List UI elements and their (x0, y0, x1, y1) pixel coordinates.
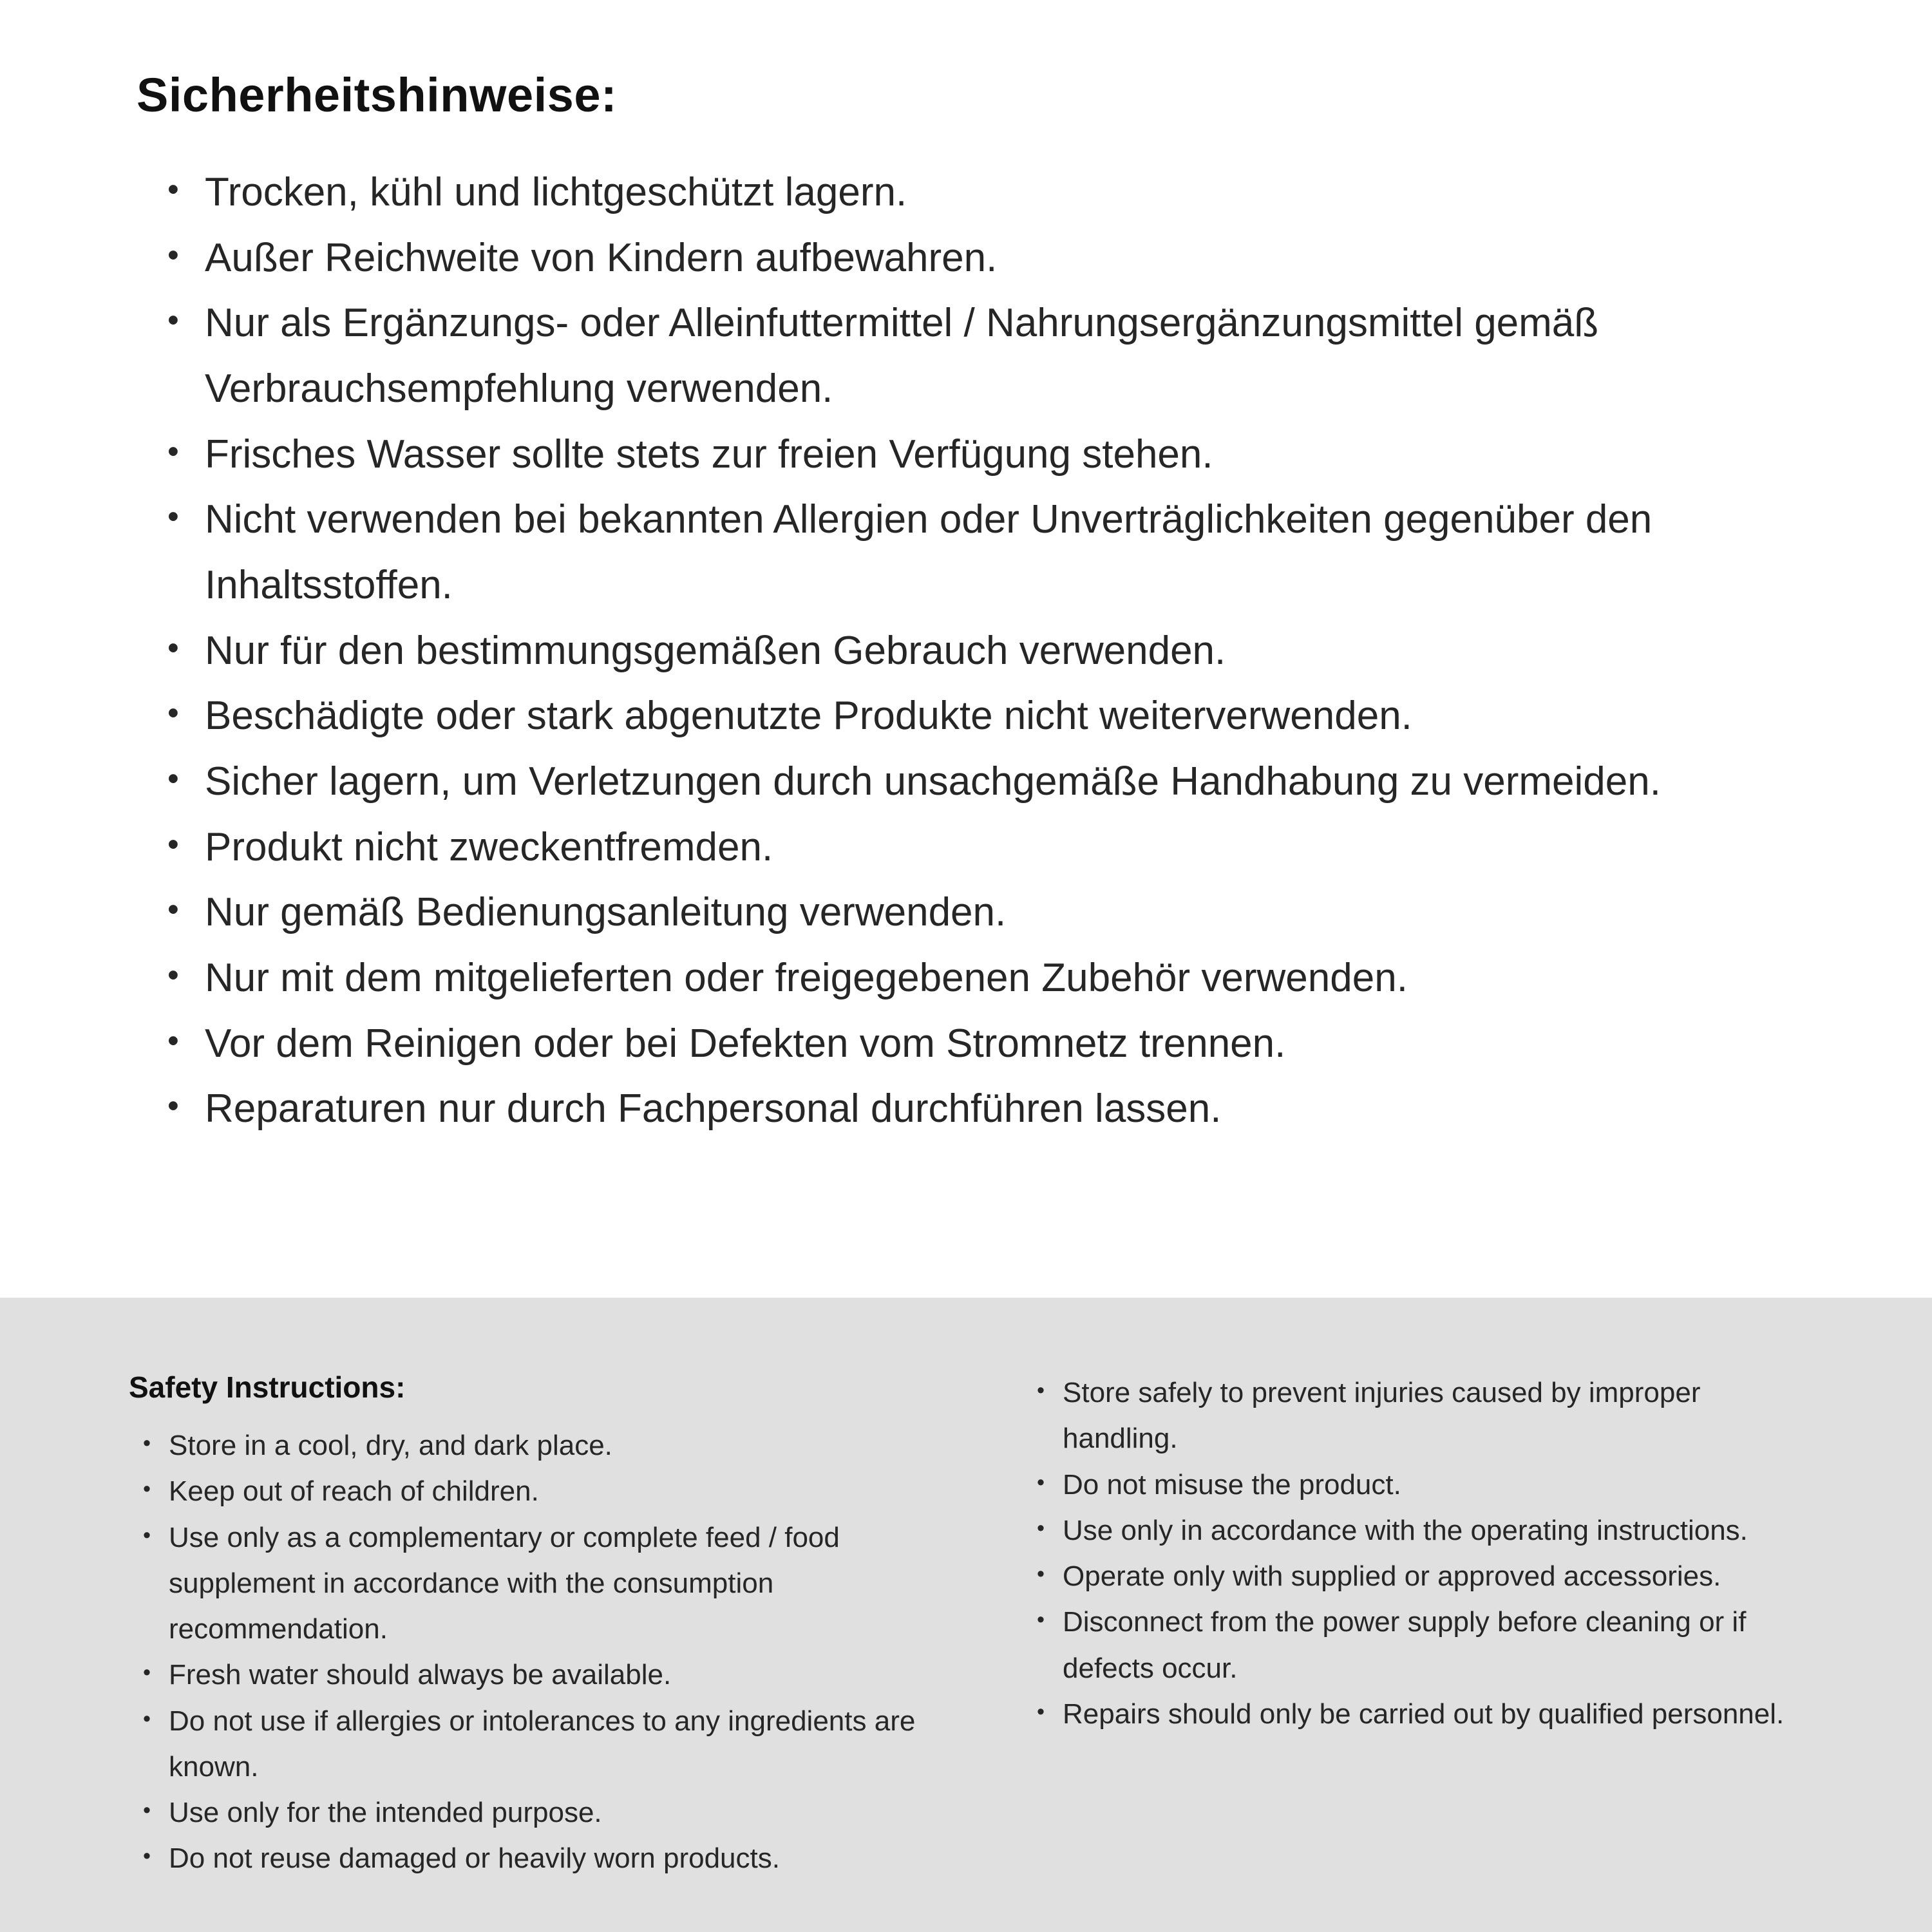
bullet-marker: • (167, 1021, 179, 1059)
german-bullet-item (167, 945, 1803, 1011)
bullet-marker: • (167, 891, 179, 928)
bullet-marker: • (167, 301, 179, 339)
bullet-marker: • (143, 1798, 151, 1823)
german-section-title: Sicherheitshinweise: (137, 68, 618, 122)
english-bullet-text: Use only as a complementary or complete feed / food supplement in accordance with the consumption recommendation. (169, 1521, 840, 1645)
bullet-marker: • (143, 1477, 151, 1502)
english-bullet-item (143, 1423, 979, 1468)
german-bullet-text: Sicher lagern, um Verletzungen durch unsachgemäße Handhabung zu vermeiden. (205, 759, 1661, 804)
english-bullet-item (1037, 1553, 1813, 1599)
english-bullet-item (143, 1515, 979, 1653)
bullet-marker: • (167, 694, 179, 732)
english-bullet-text: Do not use if allergies or intolerances to any ingredients are known. (169, 1705, 916, 1783)
bullet-marker: • (167, 629, 179, 666)
english-bullet-text: Store safely to prevent injuries caused by improper handling. (1063, 1377, 1701, 1455)
english-bullet-text: Store in a cool, dry, and dark place. (169, 1430, 612, 1461)
german-bullet-item (167, 422, 1803, 488)
english-bullet-item (1037, 1691, 1813, 1737)
bullet-marker: • (143, 1431, 151, 1455)
bullet-marker: • (1037, 1607, 1045, 1633)
english-bullet-item (1037, 1370, 1813, 1462)
english-bullet-item (1037, 1508, 1813, 1553)
german-bullet-text: Nur gemäß Bedienungsanleitung verwenden. (205, 890, 1007, 935)
bullet-marker: • (167, 760, 179, 797)
german-bullet-item (167, 683, 1803, 749)
german-bullet-item (167, 1076, 1803, 1142)
english-bullet-item (143, 1698, 979, 1790)
german-bullet-item (167, 487, 1803, 618)
english-bullet-item (143, 1468, 979, 1514)
bullet-marker: • (143, 1660, 151, 1685)
bullet-marker: • (143, 1706, 151, 1731)
german-bullet-text: Trocken, kühl und lichtgeschützt lagern. (205, 170, 907, 214)
english-bullet-text: Fresh water should always be available. (169, 1659, 672, 1691)
bullet-marker: • (1037, 1699, 1045, 1724)
german-bullet-text: Vor dem Reinigen oder bei Defekten vom Stromnetz trennen. (205, 1021, 1286, 1066)
english-bullet-text: Use only for the intended purpose. (169, 1797, 602, 1829)
german-bullet-text: Nur mit dem mitgelieferten oder freigegebenen Zubehör verwenden. (205, 956, 1408, 1001)
german-bullet-text: Produkt nicht zweckentfremden. (205, 824, 773, 869)
german-bullet-item (167, 749, 1803, 815)
german-bullet-text: Beschädigte oder stark abgenutzte Produkte nicht weiterverwenden. (205, 694, 1412, 739)
english-left-column (129, 1370, 979, 1932)
english-left-bullet-list (143, 1423, 979, 1882)
german-bullet-text: Reparaturen nur durch Fachpersonal durchführen lassen. (205, 1086, 1222, 1132)
german-bullet-item (167, 290, 1803, 421)
bullet-marker: • (167, 825, 179, 862)
bullet-marker: • (167, 956, 179, 994)
english-bullet-text: Use only in accordance with the operating instructions. (1063, 1514, 1748, 1546)
english-bullet-item (143, 1652, 979, 1698)
english-right-bullet-list (1037, 1370, 1813, 1737)
bullet-marker: • (167, 1087, 179, 1124)
english-bullet-item (143, 1835, 979, 1881)
bullet-marker: • (167, 498, 179, 535)
english-right-column (1037, 1370, 1813, 1932)
english-bullet-item (1037, 1599, 1813, 1691)
german-bullet-text: Nur als Ergänzungs- oder Alleinfuttermittel / Nahrungsergänzungsmittel gemäß Verbrauchsempfehlung verwenden. (205, 301, 1599, 412)
english-section-title: Safety Instructions: (129, 1370, 406, 1404)
english-bullet-item (1037, 1462, 1813, 1508)
english-bullet-text: Operate only with supplied or approved accessories. (1063, 1560, 1721, 1593)
bullet-marker: • (167, 432, 179, 469)
german-bullet-item (167, 225, 1803, 291)
german-bullet-text: Frisches Wasser sollte stets zur freien Verfügung stehen. (205, 431, 1213, 477)
english-bullet-text: Do not misuse the product. (1063, 1468, 1401, 1501)
german-bullet-text: Nicht verwenden bei bekannten Allergien oder Unverträglichkeiten gegenüber den Inhaltsstoffen. (205, 497, 1653, 608)
english-bullet-text: Disconnect from the power supply before cleaning or if defects occur. (1063, 1606, 1747, 1684)
english-bullet-text: Keep out of reach of children. (169, 1475, 539, 1508)
german-bullet-item (167, 618, 1803, 684)
english-bullet-text: Do not reuse damaged or heavily worn products. (169, 1842, 780, 1875)
english-bullet-text: Repairs should only be carried out by qualified personnel. (1063, 1698, 1785, 1730)
german-bullet-list (167, 160, 1803, 1142)
bullet-marker: • (1037, 1562, 1045, 1587)
bullet-marker: • (143, 1844, 151, 1869)
german-bullet-item (167, 1011, 1803, 1077)
english-section (0, 1298, 1932, 1932)
german-bullet-item (167, 815, 1803, 880)
german-bullet-item (167, 880, 1803, 945)
german-bullet-text: Nur für den bestimmungsgemäßen Gebrauch verwenden. (205, 628, 1226, 673)
english-bullet-item (143, 1790, 979, 1835)
bullet-marker: • (167, 236, 179, 273)
german-bullet-text: Außer Reichweite von Kindern aufbewahren. (205, 235, 998, 280)
bullet-marker: • (1037, 1470, 1045, 1495)
german-bullet-item (167, 160, 1803, 225)
bullet-marker: • (1037, 1378, 1045, 1403)
bullet-marker: • (143, 1522, 151, 1548)
bullet-marker: • (1037, 1515, 1045, 1540)
bullet-marker: • (167, 171, 179, 207)
